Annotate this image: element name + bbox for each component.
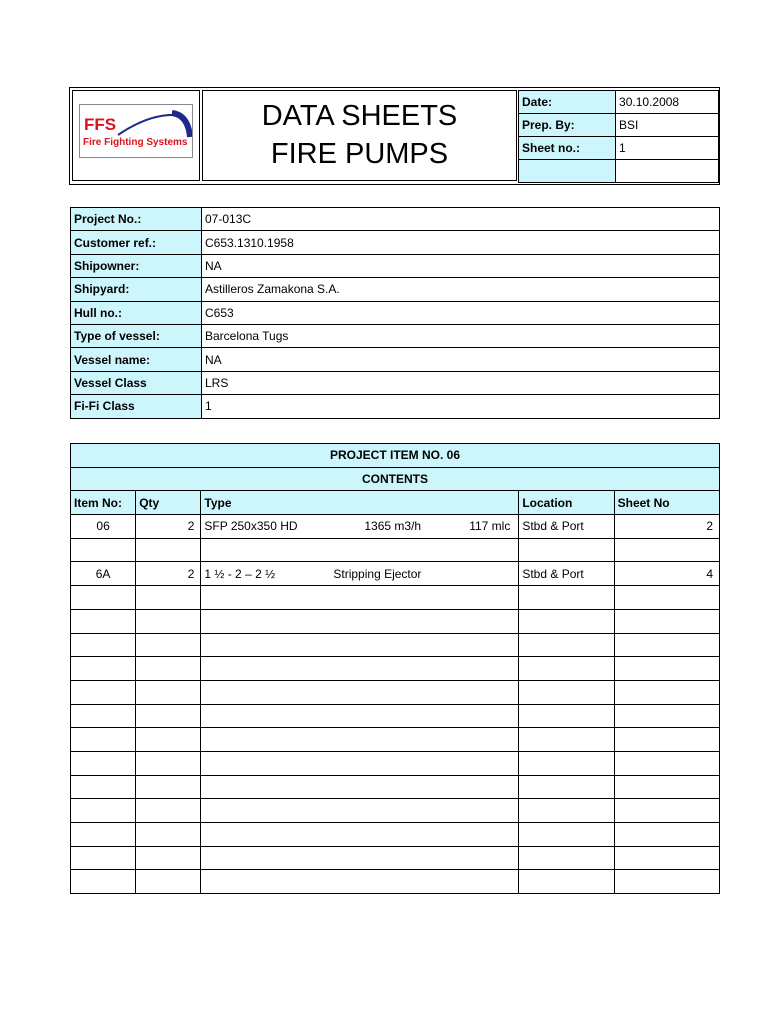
meta-label: Date: — [519, 91, 616, 114]
location-cell — [519, 680, 614, 704]
qty-cell — [136, 538, 201, 562]
document-title — [202, 90, 517, 181]
info-value: 1 — [202, 395, 720, 418]
info-value: Astilleros Zamakona S.A. — [202, 278, 720, 301]
project-info-table — [70, 207, 720, 419]
info-label: Fi-Fi Class — [71, 395, 202, 418]
location-cell — [519, 751, 614, 775]
col-type: Type — [201, 491, 519, 515]
contents-table — [70, 443, 720, 894]
table-row — [71, 704, 720, 728]
type-cell — [201, 846, 519, 870]
info-row — [71, 208, 720, 231]
location-cell — [519, 657, 614, 681]
company-logo — [79, 104, 193, 158]
info-label: Shipowner: — [71, 254, 202, 277]
sheet-no-cell — [614, 657, 719, 681]
project-item-title: PROJECT ITEM NO. 06 — [71, 444, 720, 468]
type-model: 1 ½ - 2 – 2 ½ — [204, 566, 276, 581]
item-no-cell — [71, 799, 136, 823]
col-qty: Qty — [136, 491, 201, 515]
location-cell — [519, 538, 614, 562]
type-cell — [201, 775, 519, 799]
meta-value: BSI — [616, 114, 719, 137]
logo-brand: FFS — [84, 115, 117, 134]
type-cell — [201, 823, 519, 847]
info-value: C653.1310.1958 — [202, 231, 720, 254]
item-no-cell — [71, 751, 136, 775]
info-value: C653 — [202, 301, 720, 324]
sheet-no-cell: 4 — [614, 562, 719, 586]
table-row — [71, 799, 720, 823]
qty-cell — [136, 799, 201, 823]
info-label: Customer ref.: — [71, 231, 202, 254]
sheet-no-cell — [614, 751, 719, 775]
type-cell — [201, 538, 519, 562]
table-row — [71, 775, 720, 799]
info-value: LRS — [202, 371, 720, 394]
qty-cell — [136, 870, 201, 894]
sheet-no-cell — [614, 775, 719, 799]
type-cell — [201, 728, 519, 752]
location-cell — [519, 728, 614, 752]
col-item-no: Item No: — [71, 491, 136, 515]
table-row — [71, 657, 720, 681]
meta-row — [519, 160, 719, 183]
qty-cell: 2 — [136, 515, 201, 539]
sheet-no-cell — [614, 680, 719, 704]
item-no-cell: 06 — [71, 515, 136, 539]
location-cell: Stbd & Port — [519, 562, 614, 586]
qty-cell — [136, 751, 201, 775]
type-capacity: 1365 m3/h — [364, 519, 422, 534]
column-header-row — [71, 491, 720, 515]
qty-cell — [136, 609, 201, 633]
sheet-no-cell — [614, 609, 719, 633]
sheet-no-cell — [614, 538, 719, 562]
location-cell — [519, 870, 614, 894]
sheet-no-cell — [614, 799, 719, 823]
table-row — [71, 870, 720, 894]
info-label: Vessel Class — [71, 371, 202, 394]
meta-label: Prep. By: — [519, 114, 616, 137]
info-row — [71, 254, 720, 277]
table-row — [71, 846, 720, 870]
contents-heading: CONTENTS — [71, 467, 720, 491]
table-row — [71, 515, 720, 539]
sheet-no-cell — [614, 823, 719, 847]
table-row — [71, 728, 720, 752]
location-cell: Stbd & Port — [519, 515, 614, 539]
info-row — [71, 348, 720, 371]
location-cell — [519, 823, 614, 847]
qty-cell: 2 — [136, 562, 201, 586]
item-no-cell — [71, 775, 136, 799]
info-row — [71, 301, 720, 324]
logo-box — [72, 90, 200, 181]
info-label: Shipyard: — [71, 278, 202, 301]
location-cell — [519, 633, 614, 657]
table-row — [71, 562, 720, 586]
qty-cell — [136, 657, 201, 681]
info-row — [71, 231, 720, 254]
sheet-no-cell — [614, 633, 719, 657]
qty-cell — [136, 586, 201, 610]
item-no-cell — [71, 680, 136, 704]
qty-cell — [136, 633, 201, 657]
item-no-cell — [71, 823, 136, 847]
type-cell — [201, 870, 519, 894]
table-row — [71, 586, 720, 610]
type-cell — [201, 515, 519, 539]
table-row — [71, 680, 720, 704]
qty-cell — [136, 704, 201, 728]
meta-row — [519, 91, 719, 114]
table-row — [71, 751, 720, 775]
qty-cell — [136, 680, 201, 704]
location-cell — [519, 609, 614, 633]
location-cell — [519, 799, 614, 823]
type-cell — [201, 586, 519, 610]
type-model: SFP 250x350 HD — [204, 519, 298, 534]
item-no-cell — [71, 657, 136, 681]
meta-row — [519, 114, 719, 137]
meta-value: 30.10.2008 — [616, 91, 719, 114]
type-cell — [201, 704, 519, 728]
type-cell — [201, 751, 519, 775]
info-row — [71, 324, 720, 347]
location-cell — [519, 704, 614, 728]
meta-label — [519, 160, 616, 183]
table-row — [71, 609, 720, 633]
qty-cell — [136, 728, 201, 752]
table-row — [71, 538, 720, 562]
item-no-cell — [71, 586, 136, 610]
info-label: Project No.: — [71, 208, 202, 231]
meta-label: Sheet no.: — [519, 137, 616, 160]
col-sheet-no: Sheet No — [614, 491, 719, 515]
table-row — [71, 633, 720, 657]
type-cell — [201, 609, 519, 633]
type-cell — [201, 799, 519, 823]
item-no-cell: 6A — [71, 562, 136, 586]
location-cell — [519, 775, 614, 799]
qty-cell — [136, 823, 201, 847]
sheet-no-cell: 2 — [614, 515, 719, 539]
type-cell — [201, 633, 519, 657]
item-no-cell — [71, 728, 136, 752]
table-row — [71, 823, 720, 847]
type-cell — [201, 657, 519, 681]
qty-cell — [136, 775, 201, 799]
info-row — [71, 395, 720, 418]
info-label: Hull no.: — [71, 301, 202, 324]
type-cell — [201, 680, 519, 704]
meta-value: 1 — [616, 137, 719, 160]
type-head: 117 mlc — [469, 519, 511, 534]
info-label: Type of vessel: — [71, 324, 202, 347]
swoosh-icon — [116, 109, 192, 139]
location-cell — [519, 586, 614, 610]
item-no-cell — [71, 633, 136, 657]
type-capacity: Stripping Ejector — [333, 566, 422, 581]
item-no-cell — [71, 704, 136, 728]
item-no-cell — [71, 846, 136, 870]
item-no-cell — [71, 870, 136, 894]
location-cell — [519, 846, 614, 870]
info-row — [71, 371, 720, 394]
sheet-no-cell — [614, 870, 719, 894]
qty-cell — [136, 846, 201, 870]
info-value: 07-013C — [202, 208, 720, 231]
col-location: Location — [519, 491, 614, 515]
item-no-cell — [71, 609, 136, 633]
sheet-no-cell — [614, 846, 719, 870]
info-value: NA — [202, 348, 720, 371]
sheet-no-cell — [614, 704, 719, 728]
sheet-no-cell — [614, 728, 719, 752]
info-value: Barcelona Tugs — [202, 324, 720, 347]
item-no-cell — [71, 538, 136, 562]
logo-subtitle: Fire Fighting Systems — [83, 137, 188, 148]
title-line-2: FIRE PUMPS — [270, 138, 449, 170]
sheet-no-cell — [614, 586, 719, 610]
info-label: Vessel name: — [71, 348, 202, 371]
type-cell — [201, 562, 519, 586]
meta-value — [616, 160, 719, 183]
info-value: NA — [202, 254, 720, 277]
info-row — [71, 278, 720, 301]
title-line-1: DATA SHEETS — [261, 100, 458, 132]
meta-row — [519, 137, 719, 160]
document-meta-table — [518, 90, 719, 183]
